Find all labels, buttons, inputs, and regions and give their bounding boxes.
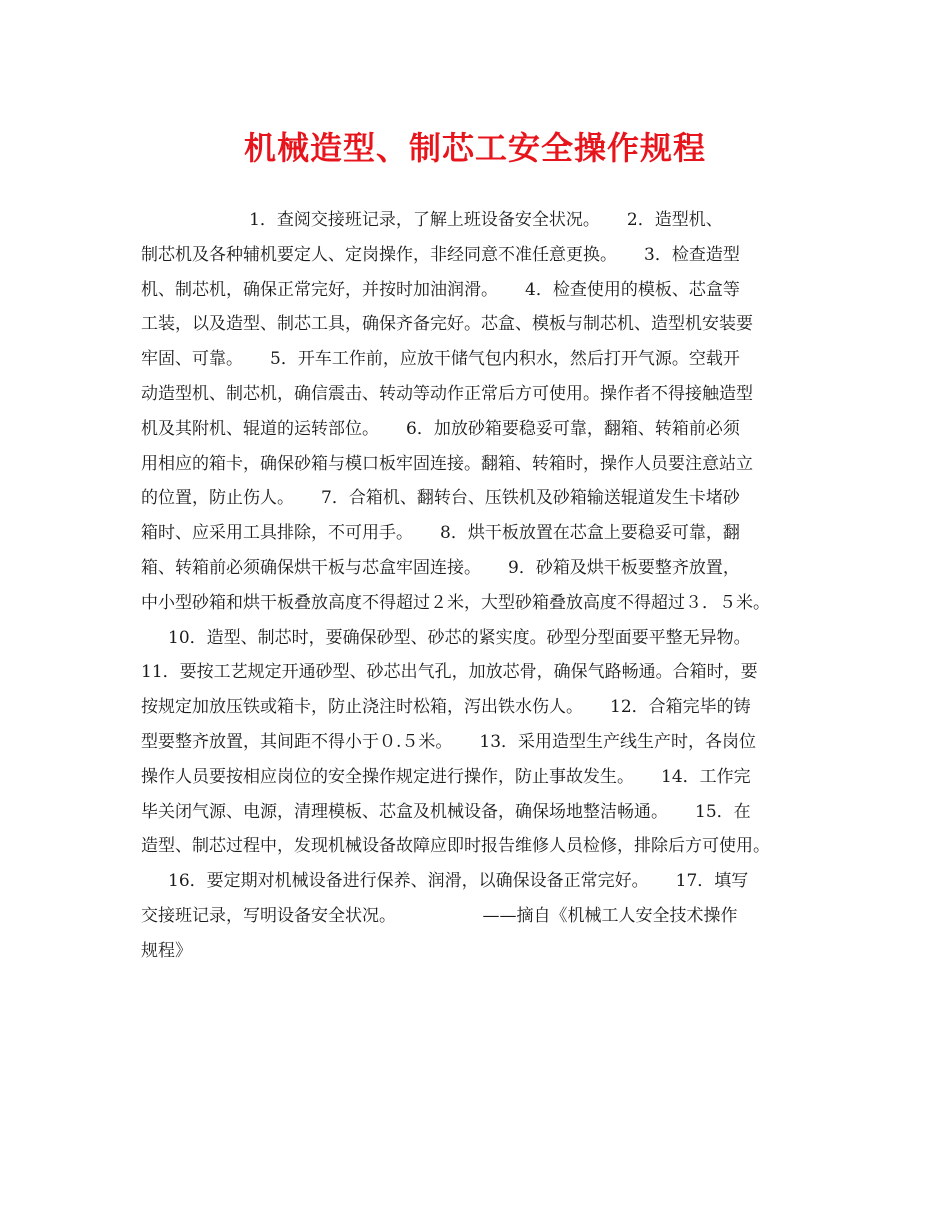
body-line: 箱、转箱前必须确保烘干板与芯盒牢固连接。 9．砂箱及烘干板要整齐放置， <box>141 557 740 578</box>
body-line: 10．造型、制芯时，要确保砂型、砂芯的紧实度。砂型分型面要平整无异物。 <box>141 627 751 648</box>
body-line: 按规定加放压铁或箱卡，防止浇注时松箱，泻出铁水伤人。 12．合箱完毕的铸 <box>141 697 751 718</box>
body-line: 操作人员要按相应岗位的安全操作规定进行操作，防止事故发生。 14．工作完 <box>141 766 751 787</box>
body-line: 机、制芯机，确保正常完好，并按时加油润滑。 4．检查使用的模板、芯盒等 <box>141 279 740 300</box>
body-line: 11．要按工艺规定开通砂型、砂芯出气孔，加放芯骨，确保气路畅通。合箱时，要 <box>141 662 758 683</box>
body-line: 造型、制芯过程中，发现机械设备故障应即时报告维修人员检修，排除后方可使用。 <box>141 836 770 857</box>
body-line: 规程》 <box>141 940 192 961</box>
document-body <box>141 203 831 969</box>
body-line: 制芯机及各种辅机要定人、定岗操作，非经同意不准任意更换。 3．检查造型 <box>141 244 740 265</box>
body-line: 箱时、应采用工具排除，不可用手。 8．烘干板放置在芯盒上要稳妥可靠，翻 <box>141 523 740 544</box>
document-title: 机械造型、制芯工安全操作规程 <box>243 129 706 167</box>
body-line: 牢固、可靠。 5．开车工作前，应放干储气包内积水，然后打开气源。空载开 <box>141 349 740 370</box>
body-line: 毕关闭气源、电源，清理模板、芯盒及机械设备，确保场地整洁畅通。 15．在 <box>141 801 751 822</box>
body-line: 工装，以及造型、制芯工具，确保齐备完好。芯盒、模板与制芯机、造型机安装要 <box>141 314 753 335</box>
body-line: 中小型砂箱和烘干板叠放高度不得超过２米，大型砂箱叠放高度不得超过３．５米。 <box>141 592 770 613</box>
body-line: 交接班记录，写明设备安全状况。 ——摘自《机械工人安全技术操作 <box>141 905 738 926</box>
body-line: 16．要定期对机械设备进行保养、润滑，以确保设备正常完好。 17．填写 <box>141 871 749 892</box>
body-line: 型要整齐放置，其间距不得小于０.５米。 13．采用造型生产线生产时，各岗位 <box>141 731 757 752</box>
body-line: 1．查阅交接班记录，了解上班设备安全状况。 2．造型机、 <box>141 210 723 230</box>
body-line: 的位置，防止伤人。 7．合箱机、翻转台、压铁机及砂箱输送辊道发生卡堵砂 <box>141 488 740 509</box>
body-line: 机及其附机、辊道的运转部位。 6．加放砂箱要稳妥可靠，翻箱、转箱前必须 <box>141 418 740 439</box>
body-line: 动造型机、制芯机，确信震击、转动等动作正常后方可使用。操作者不得接触造型 <box>141 383 753 404</box>
body-line: 用相应的箱卡，确保砂箱与模口板牢固连接。翻箱、转箱时，操作人员要注意站立 <box>141 453 753 474</box>
